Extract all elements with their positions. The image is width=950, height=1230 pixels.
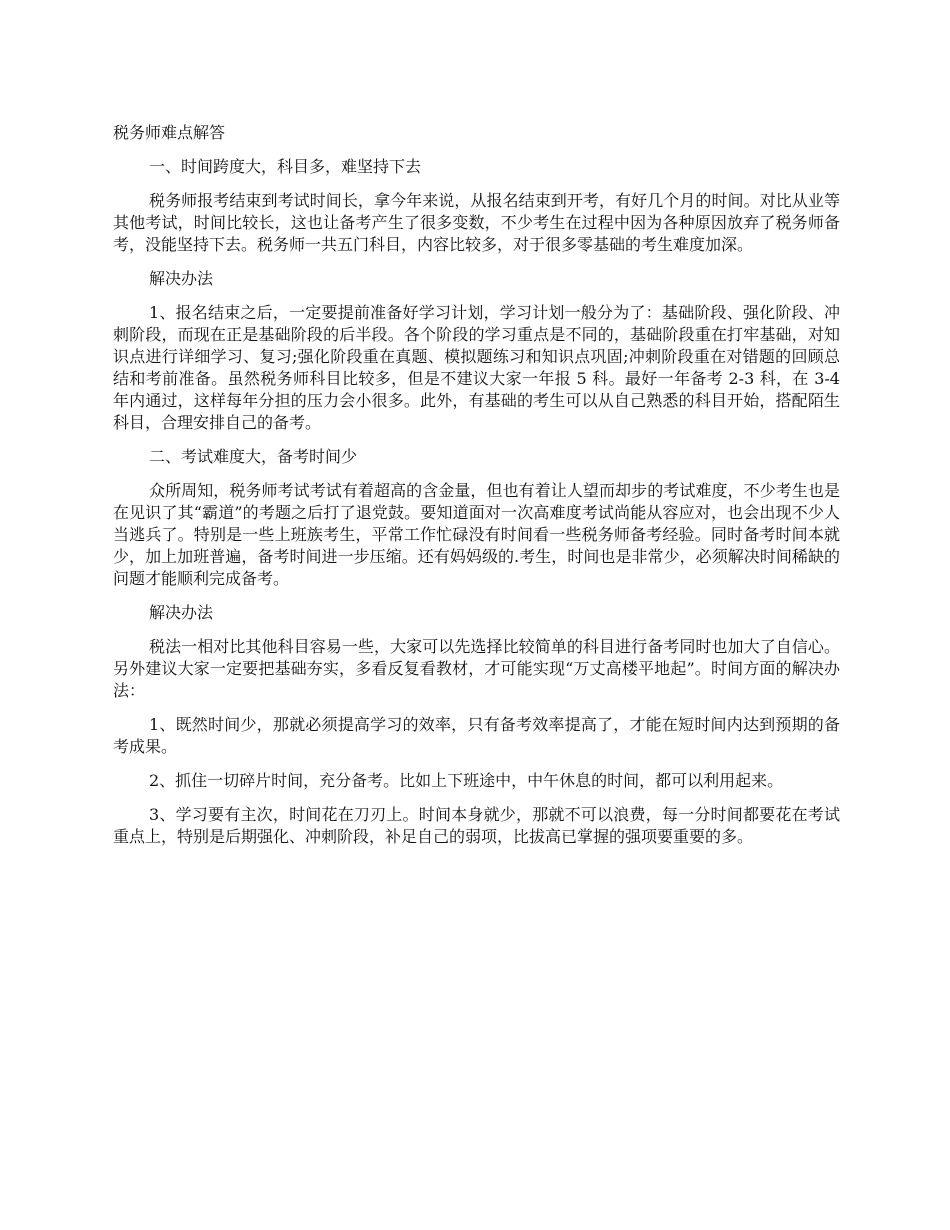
document-title: 税务师难点解答 [113,123,226,142]
solution-heading-2: 解决办法 [149,603,214,622]
paragraph-5: 1、既然时间少，那就必须提高学习的效率，只有备考效率提高了，才能在短时间内达到预期的备考成果。 [113,715,840,756]
solution-heading-1: 解决办法 [149,269,214,288]
document-page [113,122,840,860]
paragraph-3: 众所周知，税务师考试考试有着超高的含金量，但也有着让人望而却步的考试难度，不少考生也是在见识了其“霸道”的考题之后打了退党鼓。要知道面对一次高难度考试尚能从容应对，也会出现不少人当逃兵了。特别是一些上班族考生，平常工作忙碌没有时间看一些税务师备考经验。同时备考时间本就少，加上加班普遍，备考时间进一步压缩。还有妈妈级的.考生，时间也是非常少，必须解决时间稀缺的问题才能顺利完成备考。 [113,481,840,588]
paragraph-2: 1、报名结束之后，一定要提前准备好学习计划，学习计划一般分为了：基础阶段、强化阶段、冲刺阶段，而现在正是基础阶段的后半段。各个阶段的学习重点是不同的，基础阶段重在打牢基础，对知识点进行详细学习、复习;强化阶段重在真题、模拟题练习和知识点巩固;冲刺阶段重在对错题的回顾总结和考前准备。虽然税务师科目比较多，但是不建议大家一年报 5 科。最好一年备考 2-3 科，在 3-4 年内通过，这样每年分担的压力会小很多。此外，有基础的考生可以从自己熟悉的科目开始，搭配陌生科目，合理安排自己的备考。 [113,303,840,432]
paragraph-7: 3、学习要有主次，时间花在刀刃上。时间本身就少，那就不可以浪费，每一分时间都要花在考试重点上，特别是后期强化、冲刺阶段，补足自己的弱项，比拔高已掌握的强项要重要的多。 [113,805,840,846]
paragraph-6: 2、抓住一切碎片时间，充分备考。比如上下班途中，中午休息的时间，都可以利用起来。 [149,771,784,790]
section-heading-2: 二、考试难度大，备考时间少 [149,447,358,466]
paragraph-4: 税法一相对比其他科目容易一些，大家可以先选择比较简单的科目进行备考同时也加大了自信心。另外建议大家一定要把基础夯实，多看反复看教材，才可能实现“万丈高楼平地起”。时间方面的解决办法： [113,637,840,700]
section-heading-1: 一、时间跨度大，科目多，难坚持下去 [149,157,422,176]
paragraph-1: 税务师报考结束到考试时间长，拿今年来说，从报名结束到开考，有好几个月的时间。对比从业等其他考试，时间比较长，这也让备考产生了很多变数，不少考生在过程中因为各种原因放弃了税务师备考，没能坚持下去。税务师一共五门科目，内容比较多，对于很多零基础的考生难度加深。 [113,191,840,254]
